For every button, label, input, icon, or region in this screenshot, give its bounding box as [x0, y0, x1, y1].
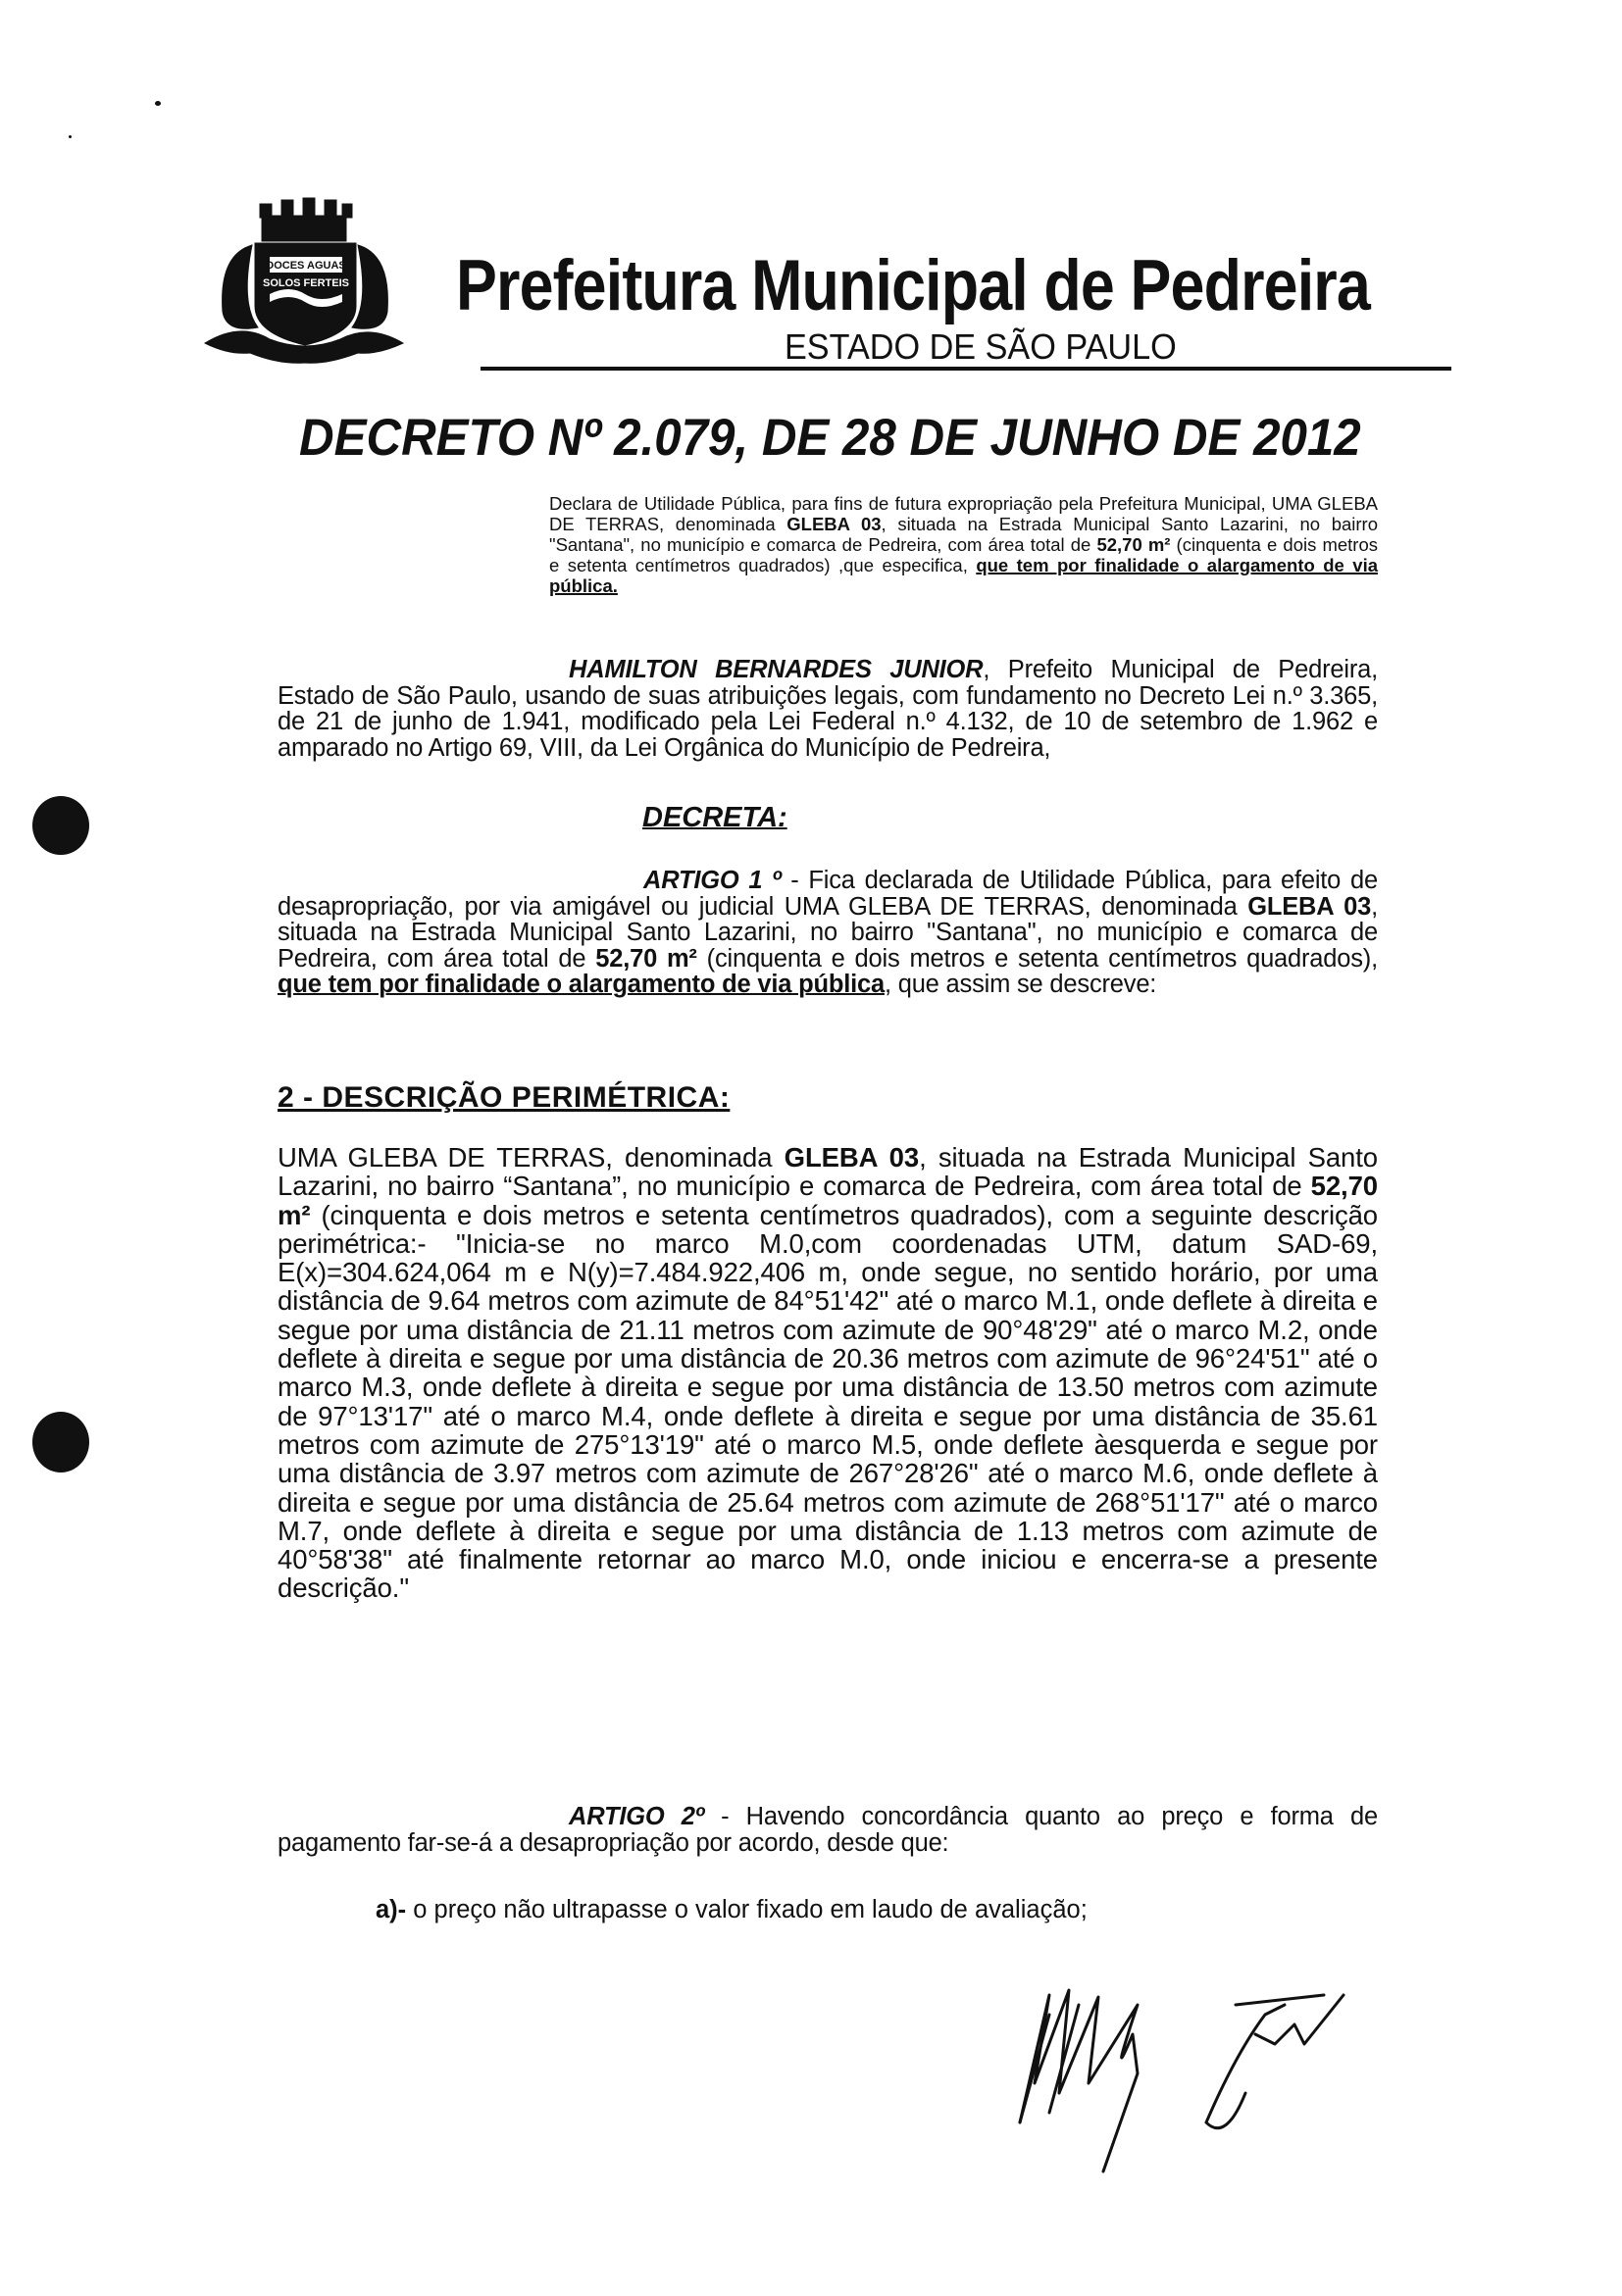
perimeter-description: UMA GLEBA DE TERRAS, denominada GLEBA 03, situada na Estrada Municipal Santo Lazarini, no bairro “Santana”, no município e comarca de Pedreira, com área total de 52,70 m² (cinquenta e dois metros e setenta centímetros quadrados), com a seguinte descrição perimétrica:- "Inicia-se no marco M.0,com coordenadas UTM, datum SAD-69, E(x)=304.624,064 m e N(y)=7.484.922,406 m, onde segue, no sentido horário, por uma distância de 9.64 metros com azimute de 84°51'42" até o marco M.1, onde deflete à direita e segue por uma distância de 21.11 metros com azimute de 90°48'29" até o marco M.2, onde deflete à direita e segue por uma distância de 20.36 metros com azimute de 96°24'51" até o marco M.3, onde deflete à direita e segue por uma distância de 13.50 metros com azimute de 97°13'17" até o marco M.4, onde deflete à direita e segue por uma distância de 35.61 metros com azimute de 275°13'19" até o marco M.5, onde deflete àesquerda e segue por uma distância de 3.97 metros com azimute de 267°28'26" até o marco M.6, onde deflete à direita e segue por uma distância de 25.64 metros com azimute de 268°51'17" até o marco M.7, onde deflete à direita e segue por uma distância de 1.13 metros com azimute de 40°58'38" até finalmente retornar ao marco M.0, onde iniciou e encerra-se a presente descrição." [278, 1142, 1378, 1604]
item-a-label: a)- [376, 1896, 407, 1923]
crest-motto-top: DOCES AGUAS [266, 260, 346, 272]
punch-hole-top [32, 796, 89, 855]
decree-title: DECRETO Nº 2.079, DE 28 DE JUNHO DE 2012 [299, 409, 1361, 467]
institution-title: Prefeitura Municipal de Pedreira [456, 246, 1370, 325]
decree-summary: Declara de Utilidade Pública, para fins de futura expropriação pela Prefeitura Municipal, UMA GLEBA DE TERRAS, denominada GLEBA 03, situada na Estrada Municipal Santo Lazarini, no bairro "Santana", no município e comarca de Pedreira, com área total de 52,70 m² (cinquenta e dois metros e setenta centímetros quadrados) ,que especifica, que tem por finalidade o alargamento de via pública. [549, 493, 1379, 596]
decreta-heading: DECRETA: [642, 802, 787, 833]
header-rule [481, 367, 1451, 371]
article-2-label: ARTIGO 2º [569, 1803, 704, 1830]
mayor-name: HAMILTON BERNARDES JUNIOR [569, 656, 984, 683]
state-subtitle: ESTADO DE SÃO PAULO [785, 326, 1177, 367]
scan-speck [155, 101, 161, 106]
article-2-paragraph: ARTIGO 2º - Havendo concordância quanto ao preço e forma de pagamento far-se-á a desapropriação por acordo, desde que: [278, 1803, 1378, 1857]
list-item: a)- o preço não ultrapasse o valor fixado em laudo de avaliação; [376, 1896, 1088, 1923]
crest-motto-bottom: SOLOS FERTEIS [262, 277, 350, 289]
article-1-paragraph: ARTIGO 1 º - Fica declarada de Utilidade Pública, para efeito de desapropriação, por via amigável ou judicial UMA GLEBA DE TERRAS, denominada GLEBA 03, situada na Estrada Municipal Santo Lazarini, no bairro "Santana", no município e comarca de Pedreira, com área total de 52,70 m² (cinquenta e dois metros e setenta centímetros quadrados), que tem por finalidade o alargamento de via pública, que assim se descreve: [278, 867, 1378, 998]
preamble-paragraph: HAMILTON BERNARDES JUNIOR, Prefeito Municipal de Pedreira, Estado de São Paulo, usando de suas atribuições legais, com fundamento no Decreto Lei n.º 3.365, de 21 de junho de 1.941, modificado pela Lei Federal n.º 4.132, de 10 de setembro de 1.962 e amparado no Artigo 69, VIII, da Lei Orgânica do Município de Pedreira, [278, 656, 1378, 762]
scan-speck [69, 135, 72, 138]
perimeter-section-heading: 2 - DESCRIÇÃO PERIMÉTRICA: [278, 1081, 731, 1114]
punch-hole-bottom [32, 1412, 89, 1472]
article-1-label: ARTIGO 1 º [643, 867, 782, 894]
signature-initials [990, 1975, 1383, 2181]
municipal-crest-icon [201, 196, 407, 368]
